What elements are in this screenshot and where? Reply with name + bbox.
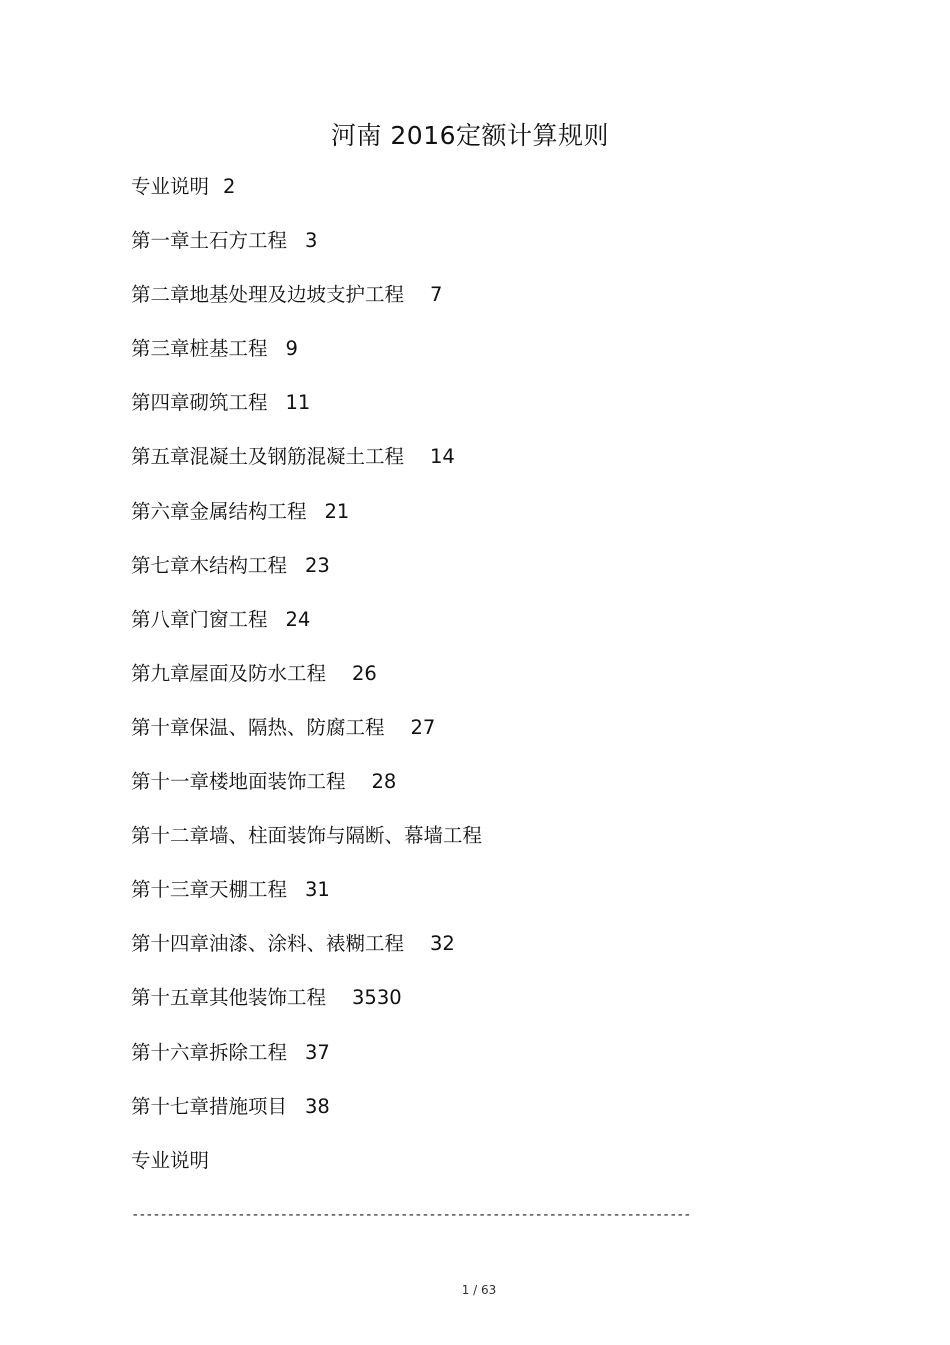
toc-item (131, 767, 851, 821)
toc-item-label: 第十一章楼地面装饰工程 (131, 770, 346, 794)
toc-item-label: 第十五章其他装饰工程 (131, 986, 327, 1010)
toc-item (131, 605, 851, 659)
toc-item-label: 第五章混凝土及钢筋混凝土工程 (131, 445, 405, 469)
dashed-separator: ------------------------------------------------------------------------------- (131, 1207, 691, 1223)
table-of-contents (131, 172, 851, 1200)
toc-item (131, 497, 851, 551)
toc-item-label: 第十七章措施项目 (131, 1094, 288, 1118)
toc-item (131, 280, 851, 334)
toc-item-page: 23 (305, 553, 330, 577)
toc-item (131, 875, 851, 929)
toc-item-label: 第八章门窗工程 (131, 607, 268, 631)
toc-item (131, 226, 851, 280)
toc-item (131, 821, 851, 875)
toc-item-page: 28 (371, 770, 397, 794)
toc-item-page: 31 (305, 878, 330, 902)
toc-item-label: 专业说明 (131, 175, 210, 198)
toc-item-label: 第九章屋面及防水工程 (131, 661, 327, 685)
toc-item-label: 第一章土石方工程 (131, 229, 288, 253)
toc-item (131, 334, 851, 388)
toc-item (131, 929, 851, 983)
page-number: 1 / 63 (461, 1283, 497, 1297)
toc-item-label: 专业说明 (131, 1148, 210, 1172)
toc-item (131, 388, 851, 442)
toc-item-page: 26 (352, 661, 377, 685)
toc-item-page: 14 (430, 445, 455, 469)
toc-item-page: 27 (410, 715, 436, 739)
toc-item (131, 983, 851, 1037)
toc-item (131, 713, 851, 767)
toc-item-page: 2 (223, 175, 236, 198)
toc-item-page: 32 (430, 932, 455, 956)
toc-item-label: 第七章木结构工程 (131, 553, 288, 577)
toc-item-label: 第十三章天棚工程 (131, 878, 288, 902)
toc-item (131, 1038, 851, 1092)
toc-item-label: 第十六章拆除工程 (131, 1040, 288, 1064)
toc-item-page: 3 (305, 229, 318, 253)
toc-item-page: 37 (305, 1040, 330, 1064)
toc-item (131, 551, 851, 605)
toc-item-page: 9 (285, 337, 298, 361)
toc-item-label: 第二章地基处理及边坡支护工程 (131, 283, 405, 307)
toc-item-page: 3530 (352, 986, 402, 1010)
toc-item-label: 第十章保温、隔热、防腐工程 (131, 715, 385, 739)
toc-item-label: 第四章砌筑工程 (131, 391, 268, 415)
toc-item-page: 21 (324, 499, 350, 523)
toc-item-label: 第三章桩基工程 (131, 337, 268, 361)
toc-item-label: 第十四章油漆、涂料、裱糊工程 (131, 932, 405, 956)
toc-item (131, 172, 851, 226)
toc-item-page: 7 (430, 283, 443, 307)
toc-item (131, 442, 851, 496)
toc-item-label: 第六章金属结构工程 (131, 499, 307, 523)
toc-item-page: 11 (285, 391, 311, 415)
page-title: 河南 2016定额计算规则 (330, 121, 610, 150)
toc-item-page: 24 (285, 607, 311, 631)
toc-item (131, 1092, 851, 1146)
toc-item (131, 1146, 851, 1200)
toc-item-page: 38 (305, 1094, 330, 1118)
toc-item (131, 659, 851, 713)
toc-item-label: 第十二章墙、柱面装饰与隔断、幕墙工程 (131, 824, 483, 848)
